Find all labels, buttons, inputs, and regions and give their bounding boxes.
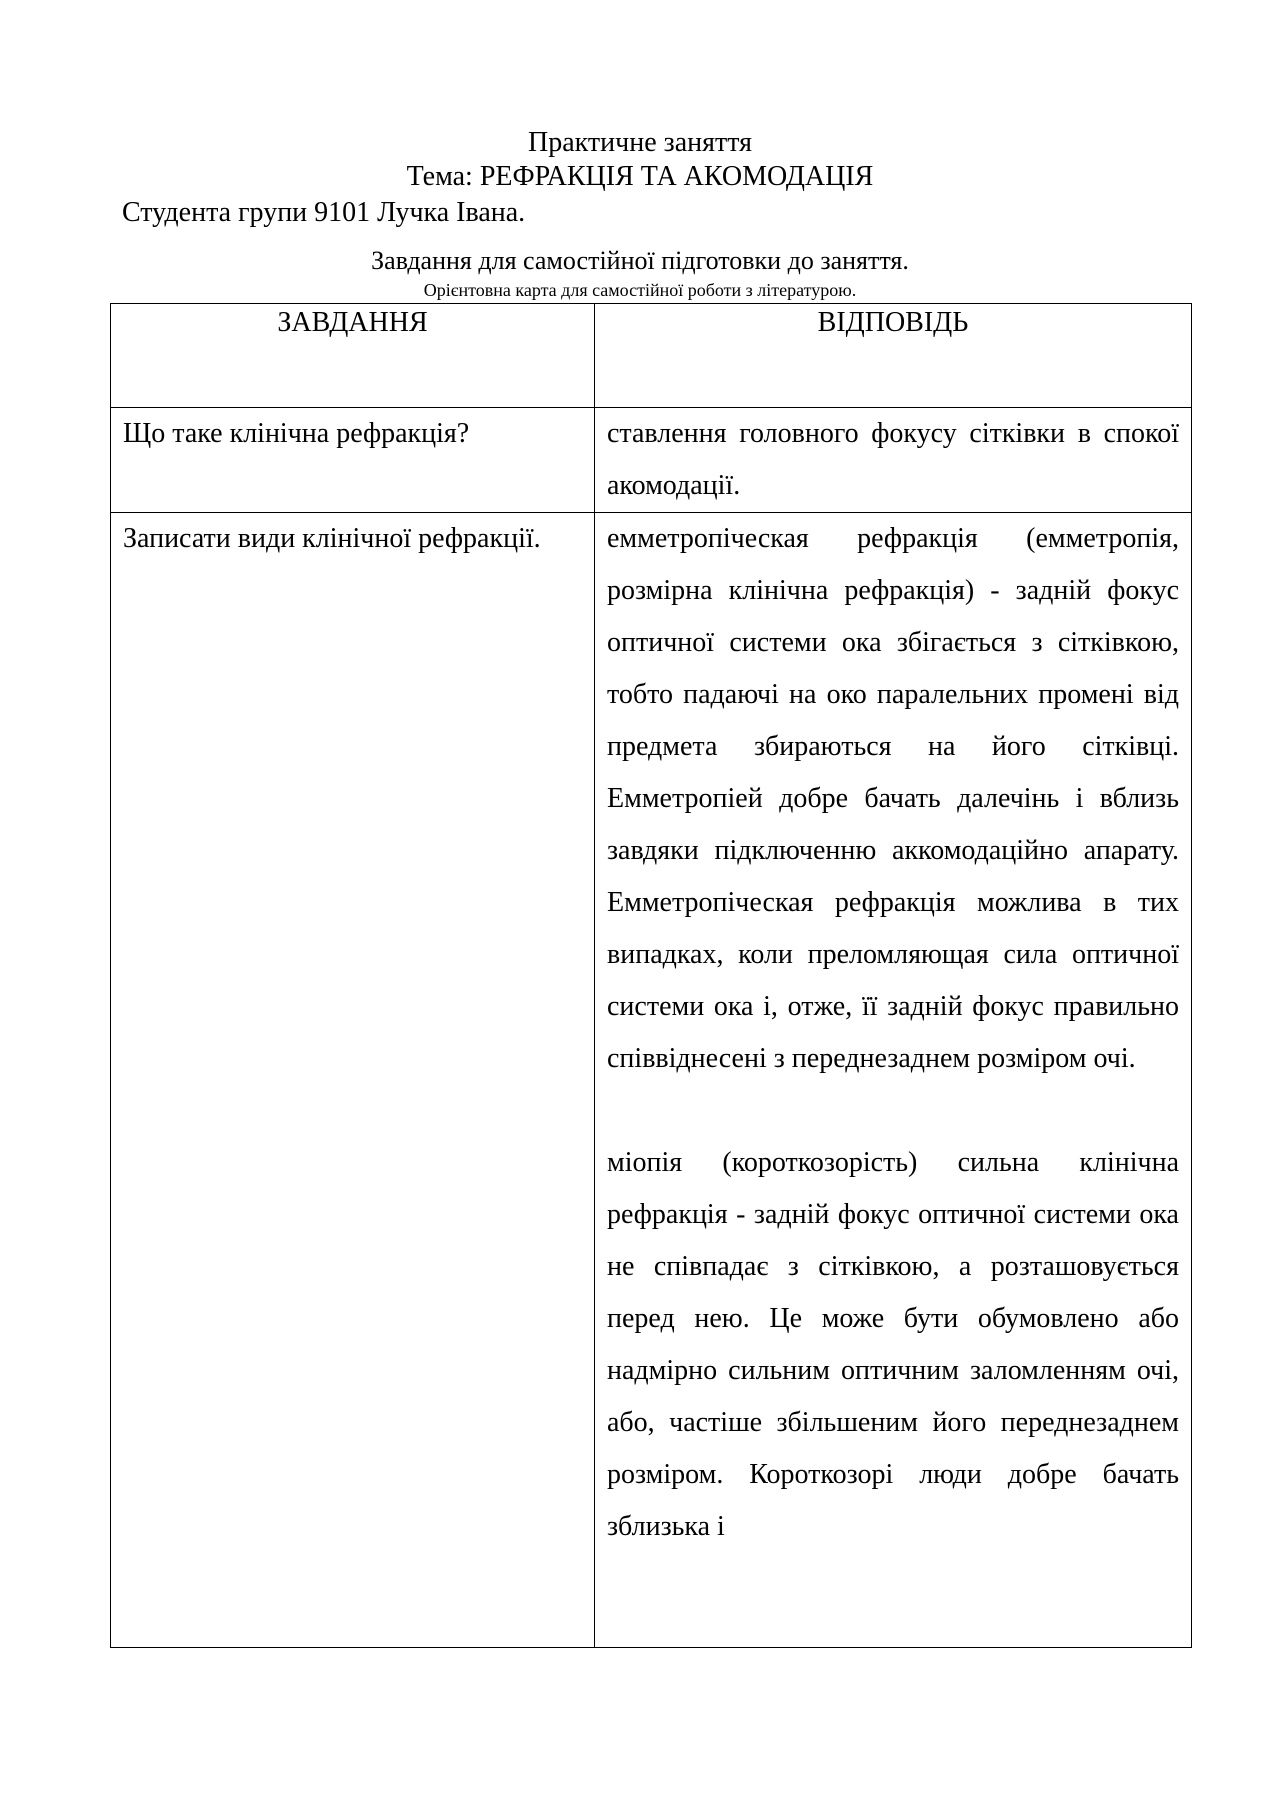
paragraph-gap [607,1085,1179,1137]
table-header-row [111,304,1192,408]
task-cell: Записати види клінічної рефракції. [111,513,595,1648]
table-row [111,408,1192,513]
assignment-heading: Завдання для самостійної підготовки до заняття. [371,246,909,275]
answer-cell [595,513,1192,1648]
answer-paragraph: ставлення головного фокусу сітківки в спокої акомодації. [607,418,1179,501]
student-name: Студента групи 9101 Лучка Івана. [122,197,526,228]
task-cell: Що таке клінічна рефракція? [111,408,595,513]
column-header-answer: ВІДПОВІДЬ [595,304,1192,408]
answer-paragraph: емметропіческая рефракція (емметропія, розмірна клінічна рефракція) - задній фокус оптичної системи ока збігається з сітківкою, тобто падаючі на око паралельних промені від предмета збираються на його сітківці. Емметропіей добре бачать далечінь і вблизь завдяки підключенню аккомодаційно апарату. Емметропіческая рефракція можлива в тих випадках, коли преломляющая сила оптичної системи ока і, отже, її задній фокус правильно співвіднесені з переднезаднем розміром очі. [607,523,1179,1074]
column-header-task: ЗАВДАННЯ [111,304,595,408]
table-row [111,513,1192,1648]
answer-paragraph: міопія (короткозорість) сильна клінічна рефракція - задній фокус оптичної системи ока не співпадає з сітківкою, а розташовується перед нею. Це може бути обумовлено або надмірно сильним оптичним заломленням очі, або, частіше збільшеним його переднезаднем розміром. Короткозорі люди добре бачать зблизька і [607,1147,1179,1542]
page-title: Практичне заняття [528,127,752,158]
lesson-topic: Тема: РЕФРАКЦІЯ ТА АКОМОДАЦІЯ [406,161,874,192]
assignment-subheading: Орієнтовна карта для самостійної роботи з літературою. [423,280,857,300]
tasks-table [110,303,1192,1648]
answer-cell [595,408,1192,513]
